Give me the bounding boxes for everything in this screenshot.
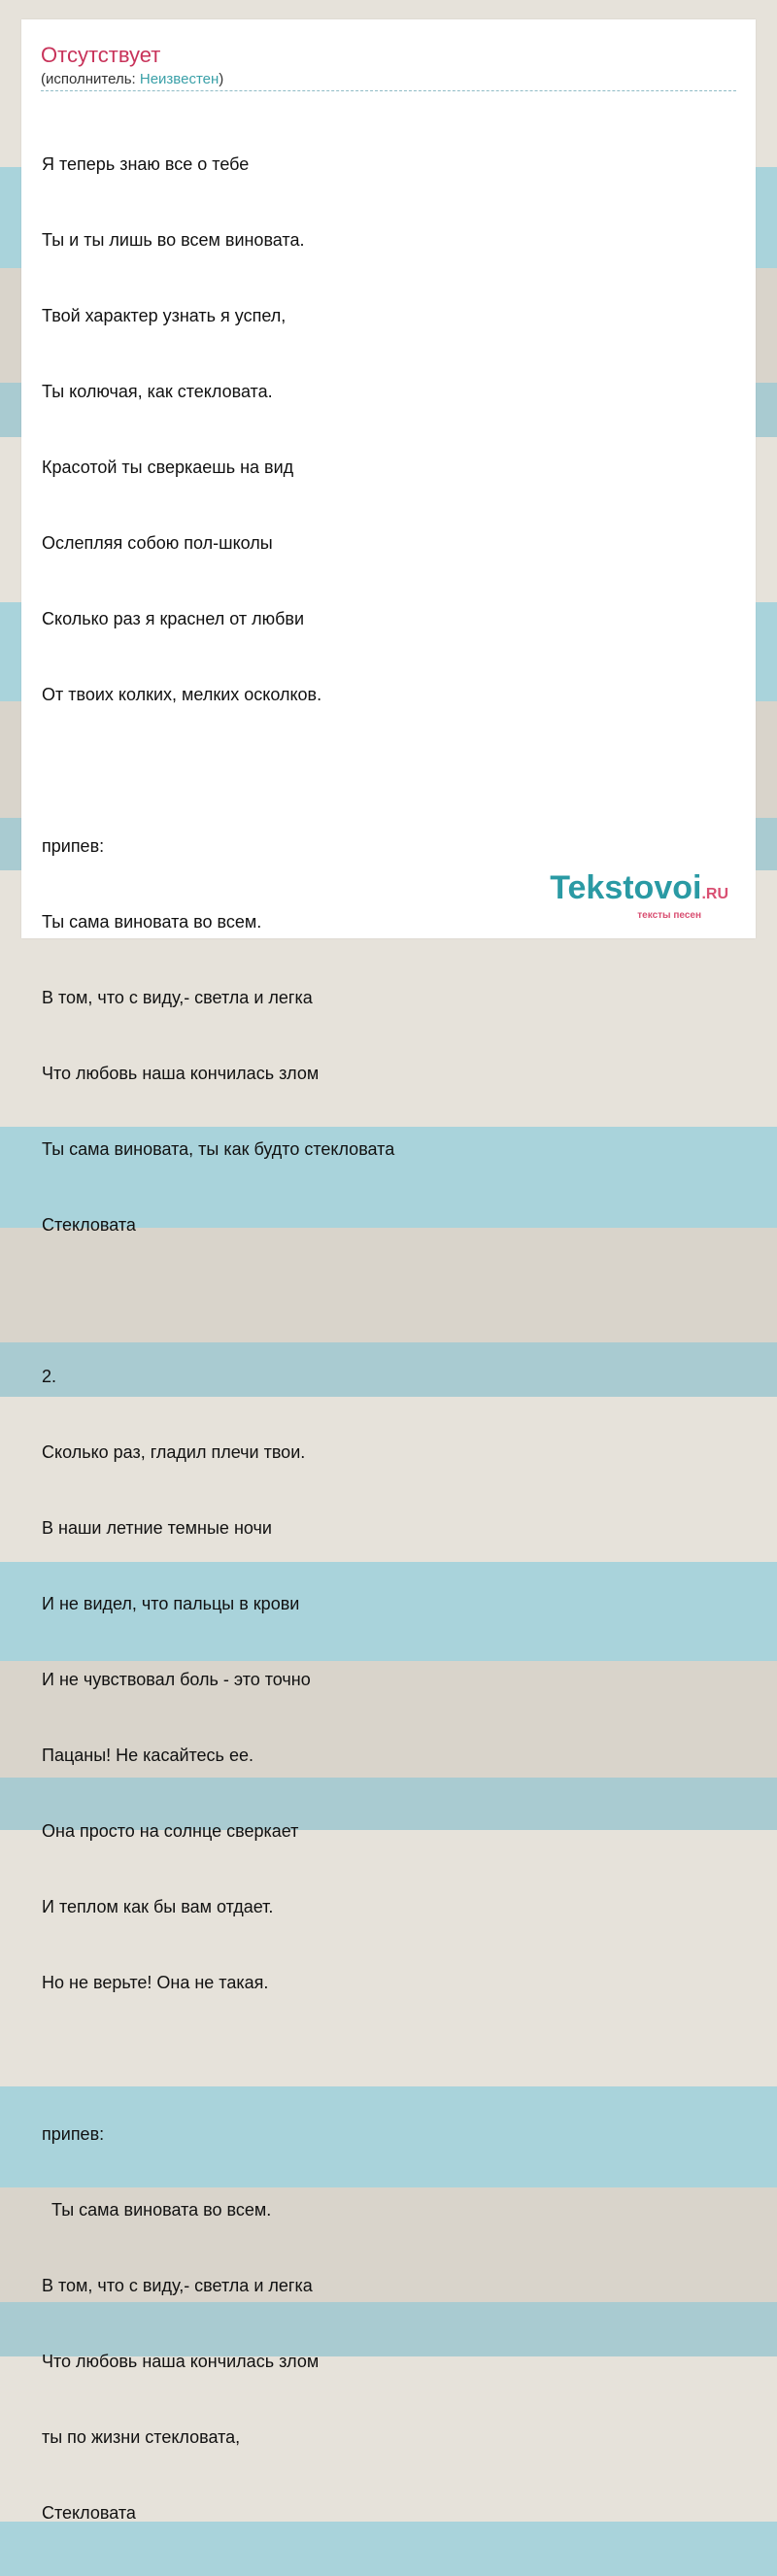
logo-main-text: Tekstovoi [550,869,702,906]
artist-suffix: ) [219,71,224,87]
lyric-line: Сколько раз, гладил плечи твои. [42,1442,306,1462]
lyrics-text [42,101,737,2576]
lyric-line: Что любовь наша кончилась злом [42,2352,320,2371]
logo-domain: .RU [701,886,728,902]
lyric-line: Ты сама виновата, ты как будто стекловата [42,1139,395,1159]
lyric-line: От твоих колких, мелких осколков. [42,685,322,704]
lyric-line: Ты сама виновата во всем. [42,912,262,932]
lyric-line: Твой характер узнать я успел, [42,306,287,325]
logo-wordmark [550,871,728,911]
lyric-line: В том, что с виду,- светла и легка [42,988,313,1007]
lyric-line: ты по жизни стекловата, [42,2427,241,2447]
artist-prefix: (исполнитель: [41,71,140,87]
lyric-blank-line [42,1288,737,1313]
lyric-line: В том, что с виду,- светла и легка [42,2276,313,2295]
title-divider [41,90,736,91]
lyric-line: Стекловата [42,2503,136,2523]
site-logo[interactable] [550,871,728,921]
lyric-line: Что любовь наша кончилась злом [42,1064,320,1083]
verse-label: 2. [42,1367,57,1386]
lyric-line: Красотой ты сверкаешь на вид [42,458,294,477]
logo-tagline: тексты песен [637,910,701,921]
chorus-label: припев: [42,2124,105,2144]
lyric-blank-line [42,758,737,783]
lyric-line: В наши летние темные ночи [42,1518,272,1538]
lyric-line: Пацаны! Не касайтесь ее. [42,1746,253,1765]
chorus-label: припев: [42,836,105,856]
song-title: Отсутствует [41,43,161,67]
lyric-line: Ты сама виновата во всем. [42,2200,272,2220]
lyrics-card [21,19,756,2523]
lyric-line: Она просто на солнце сверкает [42,1821,299,1841]
lyric-line: Ослепляя собою пол-школы [42,533,273,553]
artist-line [41,71,223,88]
lyric-line: И теплом как бы вам отдает. [42,1897,274,1916]
lyric-line: Но не верьте! Она не такая. [42,1973,269,1992]
lyric-line: Сколько раз я краснел от любви [42,609,305,628]
lyric-line: Ты колючая, как стекловата. [42,382,273,401]
lyric-line: И не чувствовал боль - это точно [42,1670,311,1689]
lyric-line: Я теперь знаю все о тебе [42,154,250,174]
lyric-line: Ты и ты лишь во всем виновата. [42,230,305,250]
artist-link[interactable]: Неизвестен [139,71,220,87]
lyric-blank-line [42,2046,737,2071]
lyric-line: Стекловата [42,1215,136,1235]
lyric-line: И не видел, что пальцы в крови [42,1594,300,1613]
